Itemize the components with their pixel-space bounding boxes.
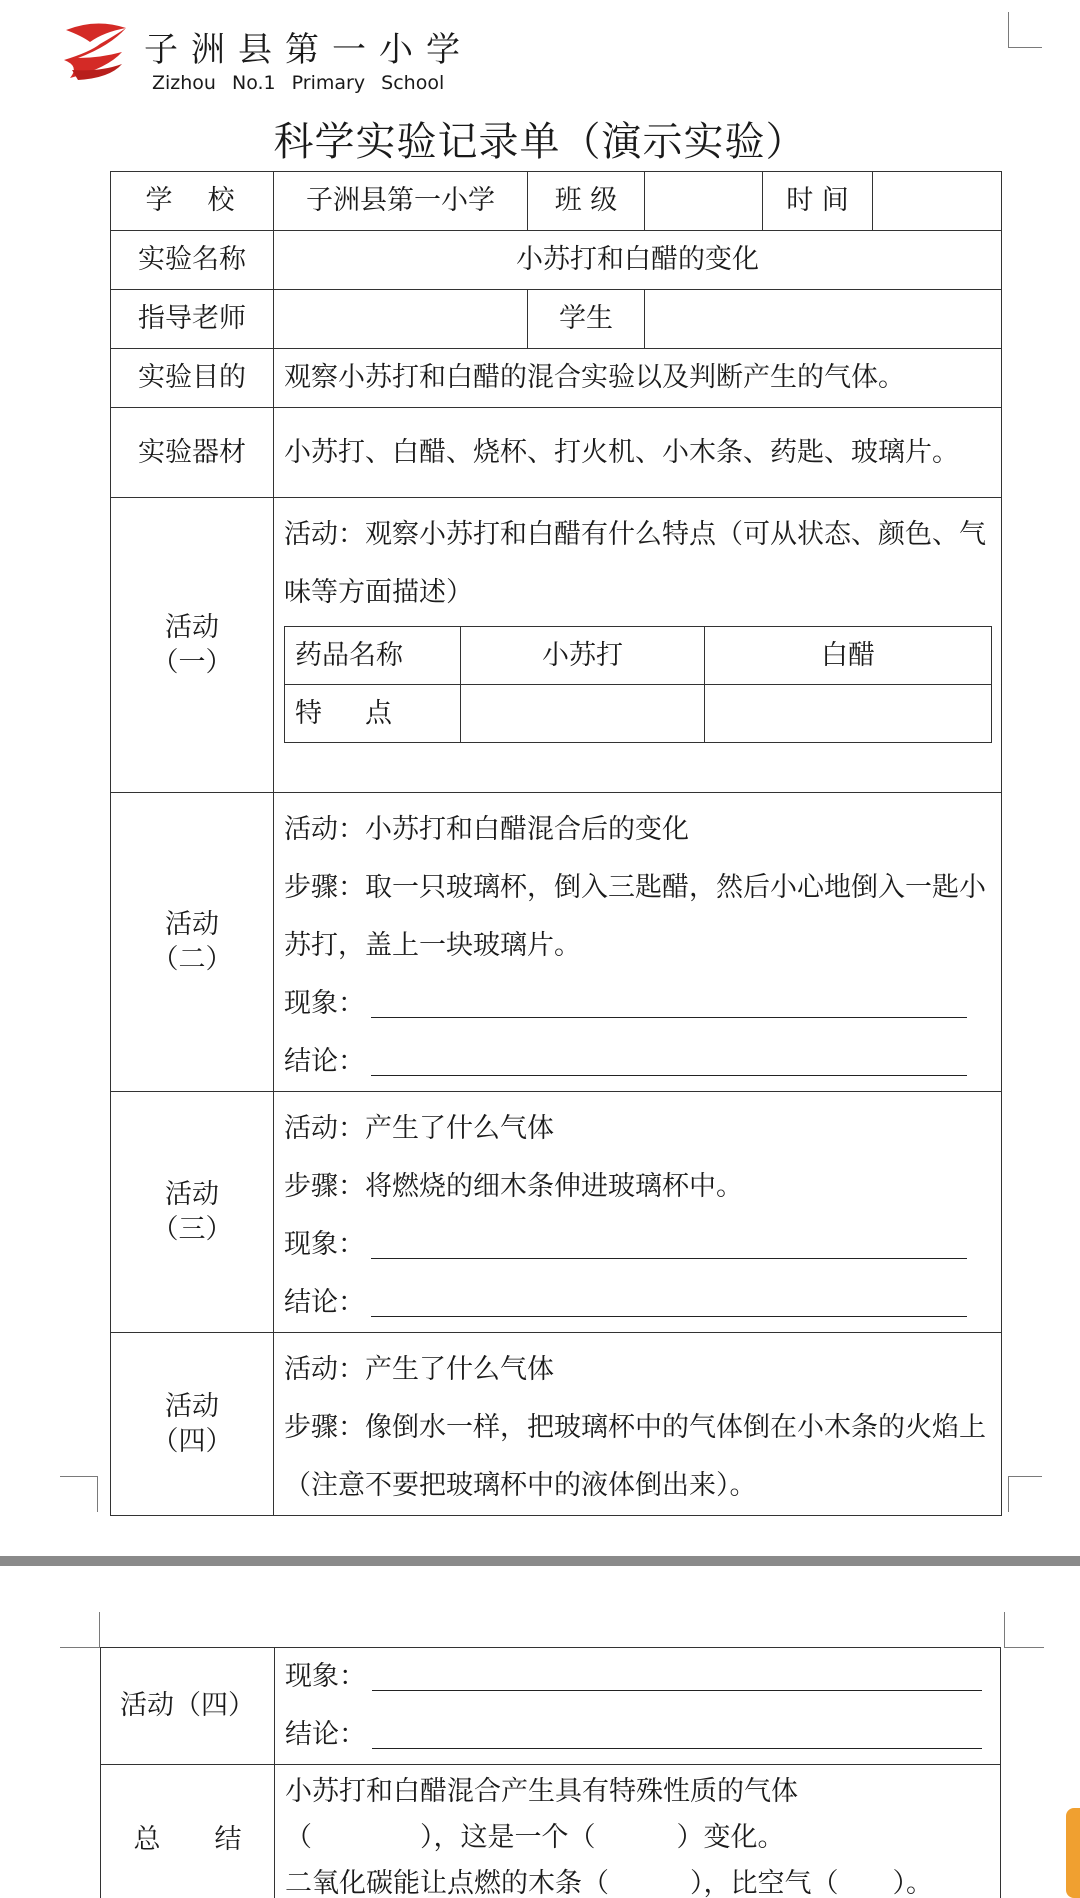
- summary-content: [275, 1765, 1001, 1898]
- materials-label: 实验器材: [111, 408, 274, 498]
- activity-4-phenomenon-field[interactable]: [372, 1665, 982, 1691]
- corner-mark-top-right: [1008, 12, 1042, 48]
- school-header: [60, 18, 560, 98]
- school-name-cn: 子洲县第一小学: [144, 30, 473, 70]
- activity-2-label-line2: （二）: [151, 944, 233, 975]
- activity-2-label: [111, 793, 274, 1092]
- table-row: [111, 1333, 1002, 1516]
- summary-line-3[interactable]: 二氧化碳能让点燃的木条（ ），比空气（ ）。: [285, 1868, 933, 1898]
- vinegar-header: 白醋: [705, 627, 992, 685]
- activity-4-content: [274, 1333, 1002, 1516]
- medicine-name-label: 药品名称: [285, 627, 461, 685]
- activity-2-phenomenon-row: [284, 975, 991, 1033]
- activity-2-text: 活动：小苏打和白醋混合后的变化: [284, 814, 689, 845]
- experiment-name-value: 小苏打和白醋的变化: [274, 231, 1002, 290]
- baking-soda-feature-field[interactable]: [461, 685, 705, 743]
- baking-soda-header: 小苏打: [461, 627, 705, 685]
- table-row: [101, 1765, 1001, 1898]
- activity-4-continued-label: 活动（四）: [101, 1648, 275, 1765]
- corner-mark-bottom-right: [1008, 1476, 1042, 1512]
- activity-3-label-line2: （三）: [151, 1214, 233, 1245]
- summary-line-1: 小苏打和白醋混合产生具有特殊性质的气体: [285, 1776, 798, 1807]
- activity-1-label: [111, 498, 274, 793]
- table-row: [111, 1092, 1002, 1333]
- corner-mark-page2-top-left: [60, 1612, 100, 1648]
- table-row: [111, 231, 1002, 290]
- class-label: 班 级: [528, 172, 645, 231]
- summary-line-2[interactable]: （ ），这是一个（ ）变化。: [285, 1822, 785, 1853]
- experiment-record-table-page2: [100, 1647, 1001, 1898]
- materials-value: 小苏打、白醋、烧杯、打火机、小木条、药匙、玻璃片。: [274, 408, 1002, 498]
- school-value: 子洲县第一小学: [274, 172, 528, 231]
- activity-4-label-line2: （四）: [151, 1426, 233, 1457]
- activity-4-label-line1: 活动: [165, 1390, 219, 1422]
- activity-1-content: [274, 498, 1002, 793]
- teacher-value-field[interactable]: [274, 290, 528, 349]
- school-logo-icon: [60, 20, 132, 82]
- purpose-label: 实验目的: [111, 349, 274, 408]
- activity-1-properties-table: [284, 626, 992, 743]
- vinegar-feature-field[interactable]: [705, 685, 992, 743]
- activity-3-conclusion-row: [284, 1274, 991, 1332]
- table-row: [111, 349, 1002, 408]
- activity-2-content: [274, 793, 1002, 1092]
- experiment-record-table: [110, 171, 1002, 1516]
- teacher-label: 指导老师: [111, 290, 274, 349]
- experiment-name-label: 实验名称: [111, 231, 274, 290]
- activity-3-steps: 步骤：将燃烧的细木条伸进玻璃杯中。: [284, 1171, 743, 1202]
- table-row: [111, 172, 1002, 231]
- activity-4-conclusion-label: 结论：: [285, 1719, 366, 1750]
- activity-3-label-line1: 活动: [165, 1178, 219, 1210]
- table-row: [111, 498, 1002, 793]
- activity-2-phenomenon-field[interactable]: [371, 992, 967, 1018]
- purpose-value: 观察小苏打和白醋的混合实验以及判断产生的气体。: [274, 349, 1002, 408]
- activity-2-conclusion-field[interactable]: [371, 1050, 967, 1076]
- activity-2-phenomenon-label: 现象：: [284, 988, 365, 1019]
- activity-3-text: 活动：产生了什么气体: [284, 1113, 554, 1144]
- activity-1-label-line1: 活动: [165, 611, 219, 643]
- activity-3-label: [111, 1092, 274, 1333]
- time-label: 时 间: [763, 172, 873, 231]
- activity-3-phenomenon-label: 现象：: [284, 1229, 365, 1260]
- table-row: [111, 408, 1002, 498]
- activity-3-phenomenon-field[interactable]: [371, 1233, 967, 1259]
- activity-4-phenomenon-row: [285, 1648, 990, 1706]
- activity-3-conclusion-field[interactable]: [371, 1291, 967, 1317]
- activity-4-continued-content: [275, 1648, 1001, 1765]
- corner-mark-bottom-left: [60, 1476, 98, 1512]
- feature-label: 特 点: [285, 685, 461, 743]
- activity-2-conclusion-row: [284, 1033, 991, 1091]
- student-label: 学生: [528, 290, 645, 349]
- activity-4-steps: 步骤：像倒水一样，把玻璃杯中的气体倒在小木条的火焰上（注意不要把玻璃杯中的液体倒出来）。: [284, 1412, 986, 1501]
- activity-1-text: 活动：观察小苏打和白醋有什么特点（可从状态、颜色、气味等方面描述）: [284, 519, 986, 608]
- table-row: [101, 1648, 1001, 1765]
- corner-mark-page2-top-right: [1004, 1612, 1044, 1648]
- scroll-handle[interactable]: [1066, 1808, 1080, 1898]
- activity-2-conclusion-label: 结论：: [284, 1046, 365, 1077]
- activity-4-conclusion-field[interactable]: [372, 1723, 982, 1749]
- activity-3-content: [274, 1092, 1002, 1333]
- activity-3-conclusion-label: 结论：: [284, 1287, 365, 1318]
- table-row: [285, 627, 992, 685]
- activity-4-conclusion-row: [285, 1706, 990, 1764]
- activity-3-phenomenon-row: [284, 1216, 991, 1274]
- page-break-divider: [0, 1556, 1080, 1566]
- activity-4-phenomenon-label: 现象：: [285, 1661, 366, 1692]
- student-value-field[interactable]: [645, 290, 1002, 349]
- class-value-field[interactable]: [645, 172, 763, 231]
- summary-label: 总 结: [101, 1765, 275, 1898]
- table-row: [285, 685, 992, 743]
- activity-4-text: 活动：产生了什么气体: [284, 1354, 554, 1385]
- table-row: [111, 290, 1002, 349]
- document-title: 科学实验记录单（演示实验）: [273, 119, 807, 165]
- activity-1-label-line2: （一）: [151, 647, 233, 678]
- school-label: 学 校: [111, 172, 274, 231]
- activity-2-label-line1: 活动: [165, 908, 219, 940]
- table-row: [111, 793, 1002, 1092]
- school-name-en: Zizhou No.1 Primary School: [152, 72, 445, 94]
- activity-4-label: [111, 1333, 274, 1516]
- time-value-field[interactable]: [873, 172, 1002, 231]
- activity-2-steps: 步骤：取一只玻璃杯，倒入三匙醋，然后小心地倒入一匙小苏打，盖上一块玻璃片。: [284, 872, 986, 961]
